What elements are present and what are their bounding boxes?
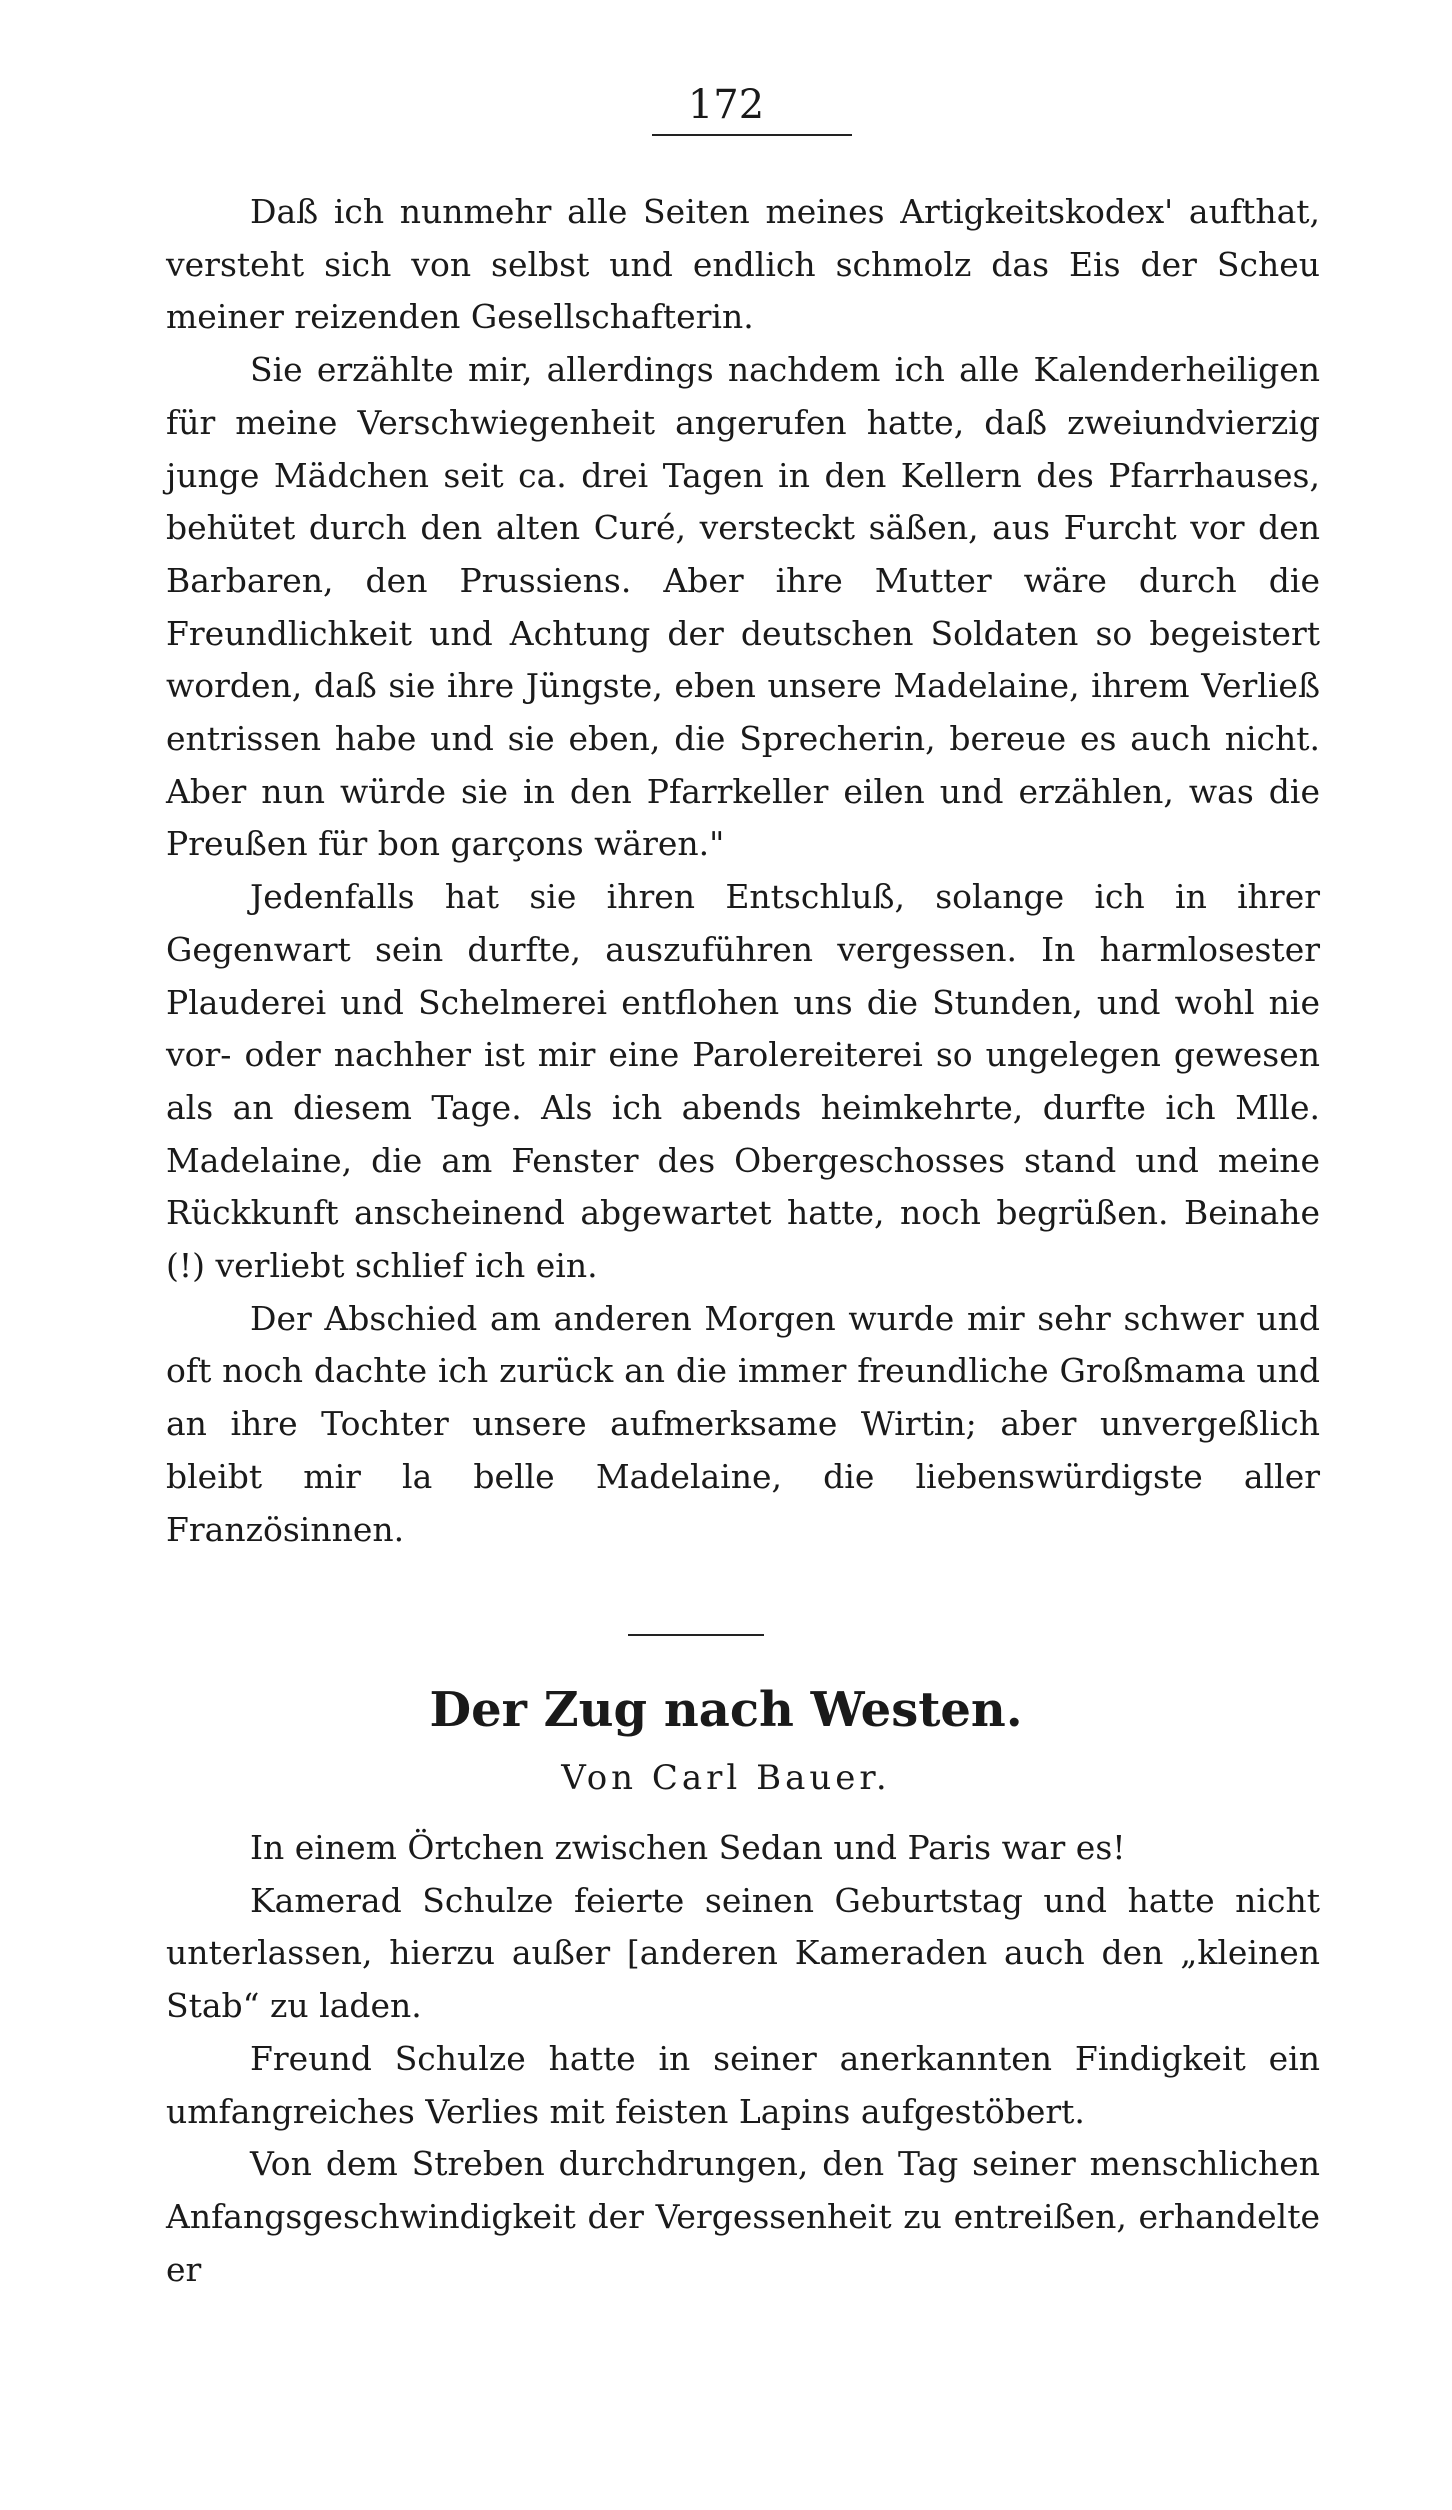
first-section-text [166,186,1320,1556]
second-section-text [166,1822,1320,2296]
section-title: Der Zug nach Westen. [429,1682,1023,1738]
paragraph: Sie erzählte mir, allerdings nachdem ich alle Kalenderheiligen für meine Verschwiegenheit angerufen hatte, daß zweiundvierzig junge Mädchen seit ca. drei Tagen in den Kellern des Pfarrhauses, behütet durch den alten Curé, versteckt säßen, aus Furcht vor den Barbaren, den Prussiens. Aber ihre Mutter wäre durch die Freundlichkeit und Achtung der deutschen Soldaten so begeistert worden, daß sie ihre Jüngste, eben unsere Madelaine, ihrem Verließ entrissen habe und sie eben, die Sprecherin, bereue es auch nicht. Aber nun würde sie in den Pfarrkeller eilen und erzählen, was die Preußen für bon garçons wären." [166,350,1320,864]
paragraph: Kamerad Schulze feierte seinen Geburtstag und hatte nicht unterlassen, hierzu außer [anderen Kameraden auch den „kleinen Stab“ zu laden. [166,1880,1320,2026]
page-number: 172 [687,82,765,128]
paragraph: Jedenfalls hat sie ihren Entschluß, solange ich in ihrer Gegenwart sein durfte, auszuführen vergessen. In harmlosester Plauderei und Schelmerei entflohen uns die Stunden, und wohl nie vor- oder nachher ist mir eine Parolereiterei so ungelegen gewesen als an diesem Tage. Als ich abends heimkehrte, durfte ich Mlle. Madelaine, die am Fenster des Obergeschosses stand und meine Rückkunft anscheinend abgewartet hatte, noch begrüßen. Beinahe (!) verliebt schlief ich ein. [166,877,1320,1286]
paragraph: Von dem Streben durchdrungen, den Tag seiner menschlichen Anfangsgeschwindigkeit der Vergessenheit zu entreißen, erhandelte er [166,2144,1320,2289]
paragraph: Daß ich nunmehr alle Seiten meines Artigkeitskodex' aufthat, versteht sich von selbst und endlich schmolz das Eis der Scheu meiner reizenden Gesellschafterin. [166,192,1320,337]
paragraph: In einem Örtchen zwischen Sedan und Paris war es! [250,1828,1126,1867]
header-rule [652,134,852,136]
section-divider [628,1634,764,1636]
paragraph: Der Abschied am anderen Morgen wurde mir sehr schwer und oft noch dachte ich zurück an die immer freundliche Großmama und an ihre Tochter unsere aufmerksame Wirtin; aber unvergeßlich bleibt mir la belle Madelaine, die liebenswürdigste aller Französinnen. [166,1298,1320,1549]
author-line: Von Carl Bauer. [561,1758,891,1798]
paragraph: Freund Schulze hatte in seiner anerkannten Findigkeit ein umfangreiches Verlies mit feisten Lapins aufgestöbert. [166,2038,1320,2131]
